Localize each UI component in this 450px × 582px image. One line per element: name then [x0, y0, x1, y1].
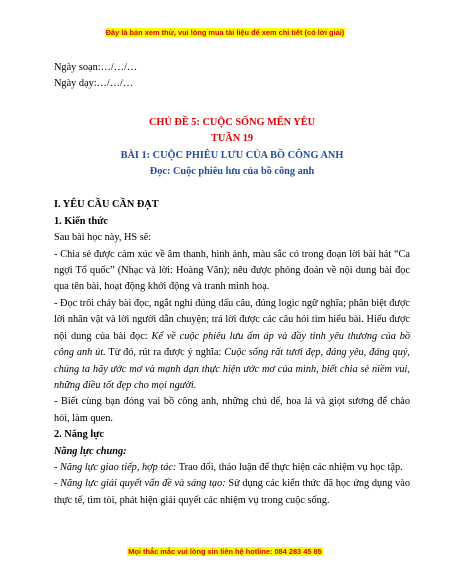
competence-item-1-text: Trao đổi, thảo luận để thực hiện các nhiệm vụ học tập. — [176, 461, 403, 473]
objective-item-2-link: Từ đó, rút ra được ý nghĩa: — [105, 347, 225, 359]
lesson-title: BÀI 1: CUỘC PHIÊU LƯU CỦA BỒ CÔNG ANH — [120, 149, 344, 161]
competence-item-2-text: Sử dụng các kiến thức đã học ứng dụng vào thực tế, tìm tòi, phát hiện giải quyết các nhiệm vụ trong cuộc sống. — [54, 478, 410, 506]
week-title: TUẦN 19 — [210, 133, 254, 145]
preview-banner — [0, 28, 450, 37]
lesson-plan-body — [54, 60, 410, 509]
objective-item-2 — [54, 296, 410, 394]
objective-item-2-text: - Đọc trôi chảy bài đọc, ngắt nghỉ đúng dấu câu, đúng logic ngữ nghĩa; phân biệt được lời nhân vật và lời người dẫn chuyện; trả lời được các câu hỏi tìm hiểu bài. Hiểu được nội dung của bài đọc: — [54, 297, 410, 342]
theme-title: CHỦ ĐỀ 5: CUỘC SỐNG MẾN YÊU — [148, 116, 316, 128]
section-heading-requirements: I. YÊU CẦU CẦN ĐẠT — [54, 199, 159, 211]
competence-item-2-label: - Năng lực giải quyết vấn đề và sáng tạo: — [54, 478, 226, 490]
objective-item-2-meaning: Cuộc sống rất tươi đẹp, đáng yêu, đáng quý, chúng ta hãy ước mơ và mạnh dạn thực hiện ước mơ của mình, biết chia sẻ niềm vui, những điều tốt đẹp cho mọi người. — [54, 347, 410, 391]
objective-item-2-content: Kể về cuộc phiêu lưu ấm áp và đầy tình yêu thương của bồ công anh út. — [54, 330, 410, 359]
intro-text: Sau bài học này, HS sẽ: — [54, 232, 152, 244]
competence-item-2 — [54, 476, 410, 509]
competence-item-1 — [54, 460, 410, 476]
competence-item-1-label: - Năng lực giao tiếp, hợp tác: — [54, 461, 177, 473]
preview-banner-text: Đây là bản xem thử, vui lòng mua tài liệu để xem chi tiết (có lời giải) — [105, 28, 345, 37]
hotline-banner — [0, 547, 450, 556]
subheading-competence: 2. Năng lực — [54, 429, 104, 441]
general-competence-label: Năng lực chung: — [54, 445, 127, 457]
objective-item-1: - Chia sẻ được cảm xúc về âm thanh, hình ảnh, màu sắc có trong đoạn lời bài hát “Ca ngợi Tổ quốc” (Nhạc và lời: Hoàng Vân); nêu được phỏng đoán về nội dung bài đọc qua tên bài, hoạt động khởi động và tranh minh hoạ. — [54, 248, 410, 293]
hotline-banner-text: Mọi thắc mắc vui lòng xin liên hệ hotline: 084 283 45 85 — [128, 547, 322, 556]
subheading-knowledge: 1. Kiến thức — [54, 215, 108, 227]
objective-item-3: - Biết cùng bạn đóng vai bồ công anh, những chú dế, hoa lá và giọt sương để chào hỏi, làm quen. — [54, 396, 410, 424]
date-prepared: Ngày soạn:…/…/… — [54, 62, 138, 73]
reading-title: Đọc: Cuộc phiêu lưu của bồ công anh — [149, 166, 315, 178]
date-taught: Ngày dạy:…/…/… — [54, 78, 134, 90]
